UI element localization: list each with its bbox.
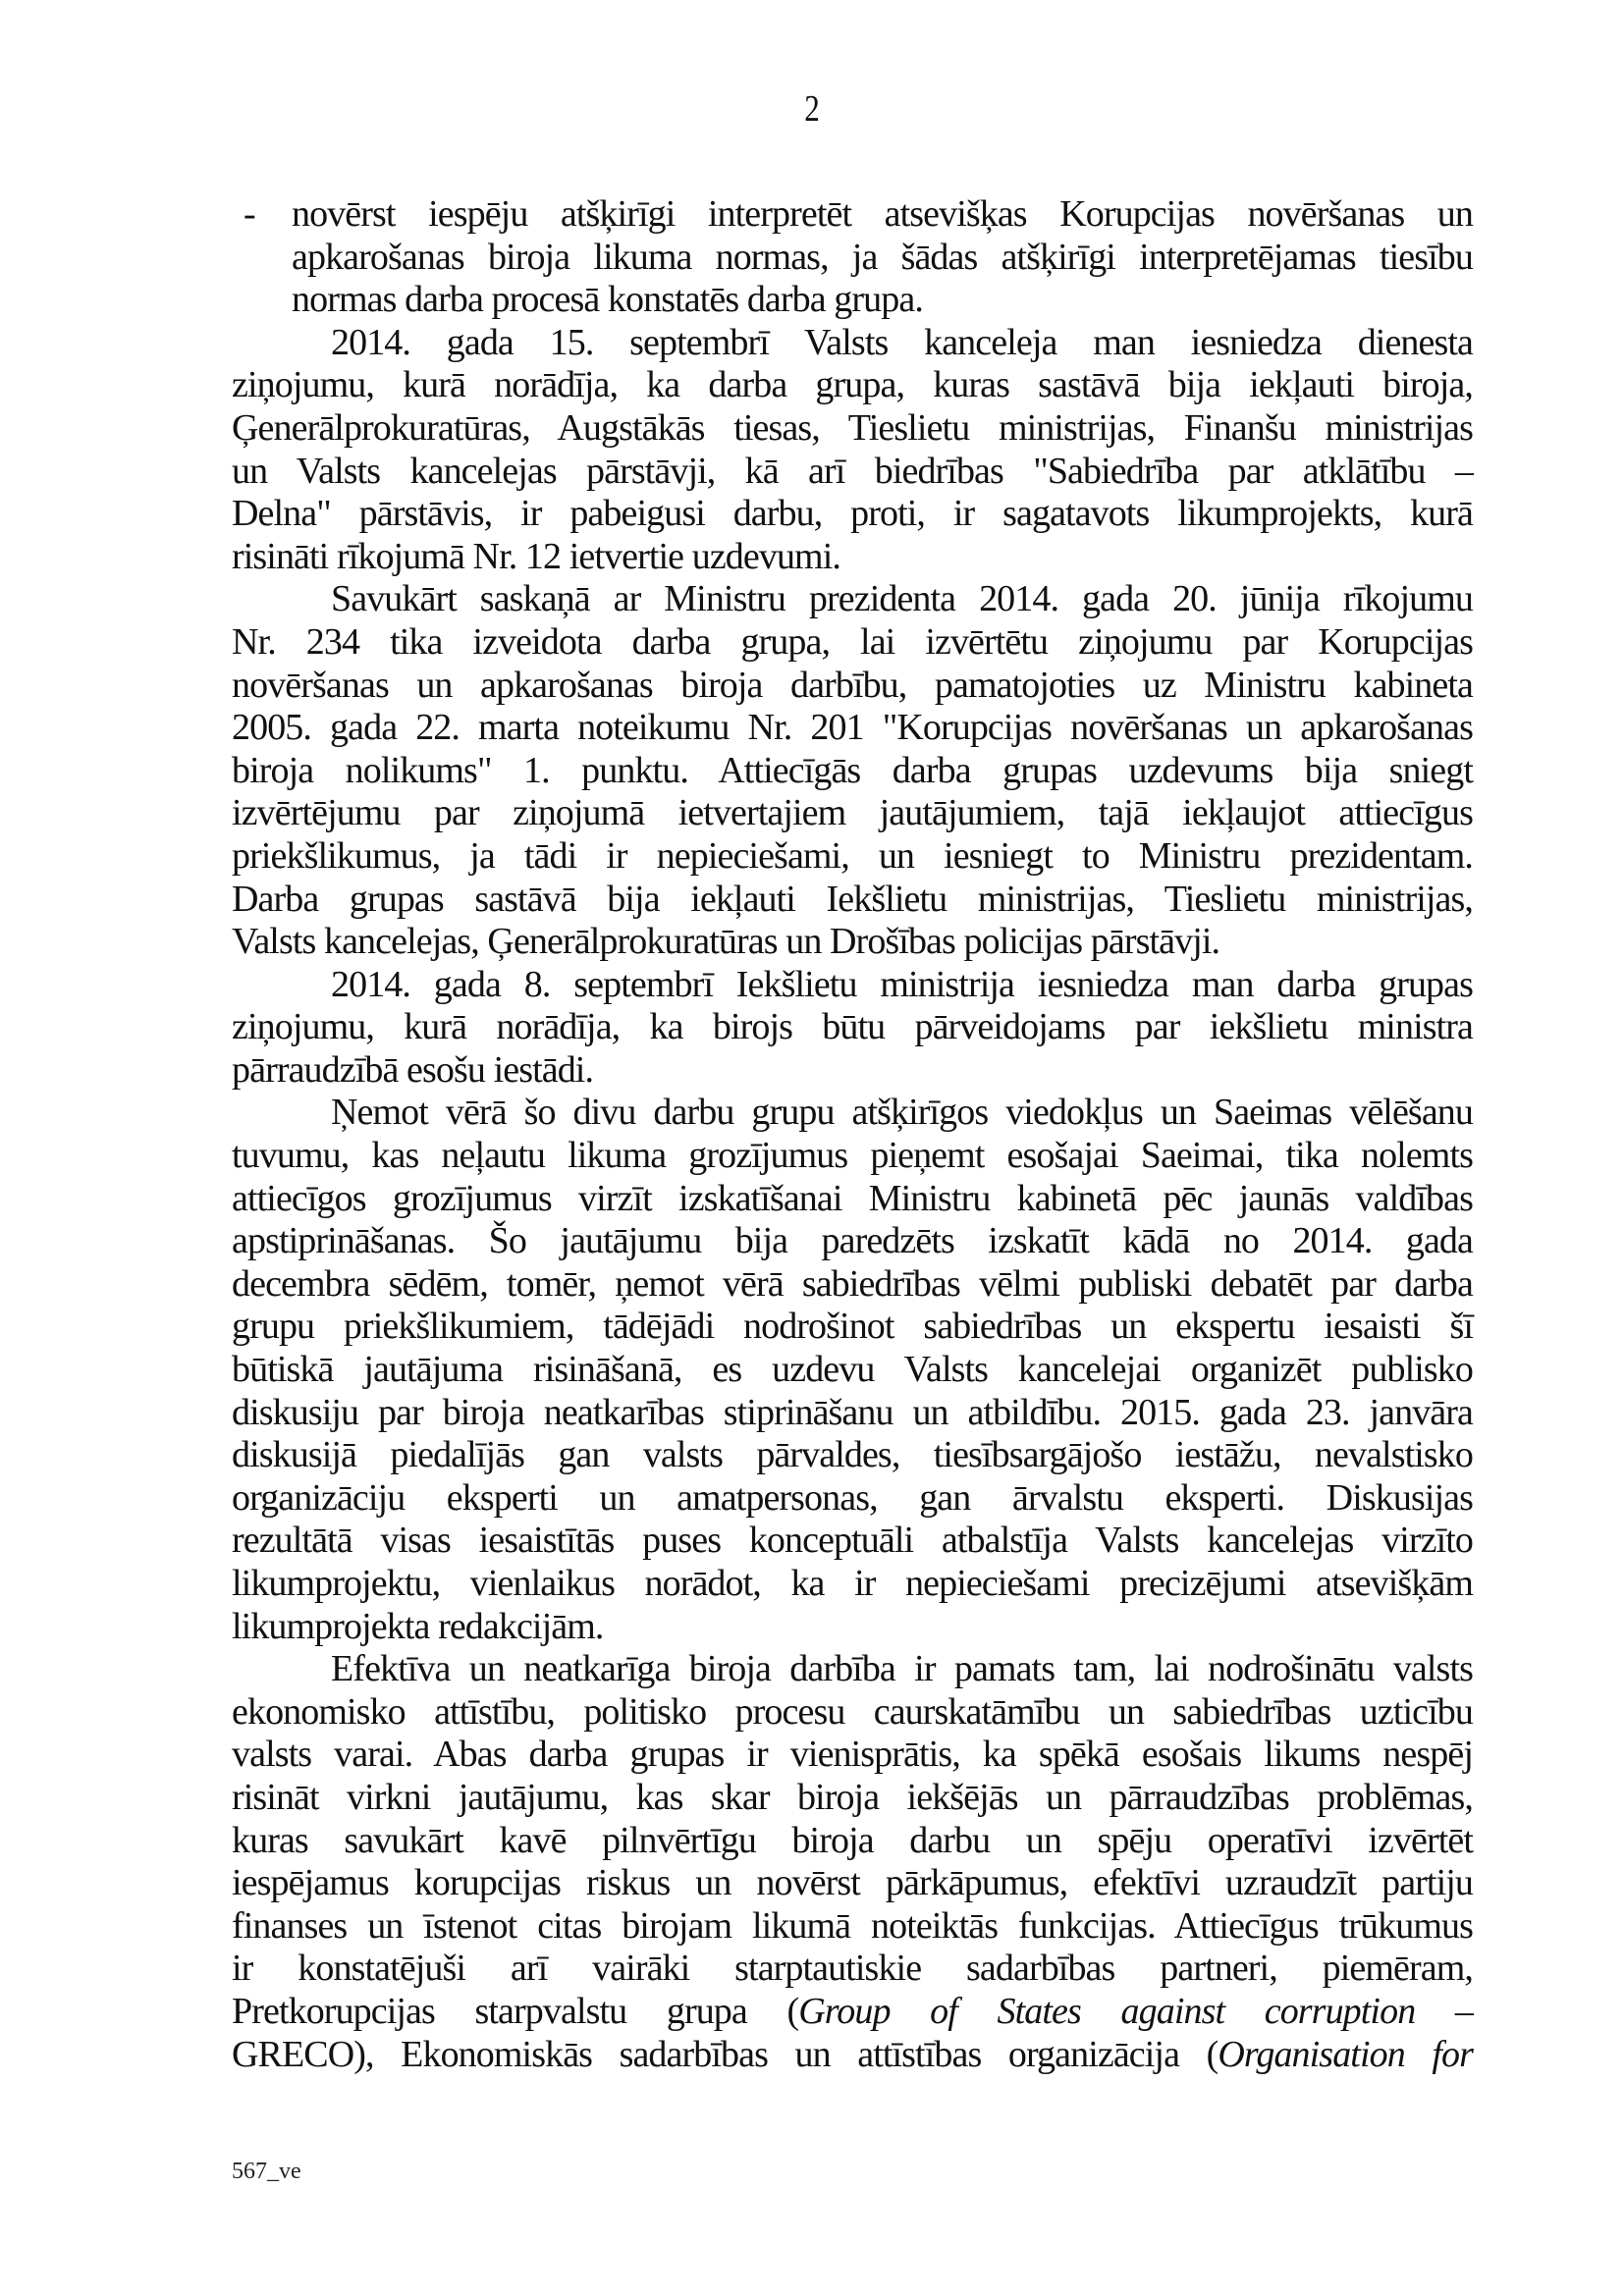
document-body <box>232 193 1473 2076</box>
text-line: ziņojumu, kurā norādīja, ka darba grupa, kuras sastāvā bija iekļauti biroja, <box>232 364 1473 406</box>
text-line: Savukārt saskaņā ar Ministru prezidenta 2014. gada 20. jūnija rīkojumu <box>331 578 1473 620</box>
text-line: likumprojekta redakcijām. <box>232 1605 604 1647</box>
text-line: diskusijā piedalījās gan valsts pārvaldes, tiesībsargājošo iestāžu, nevalstisko <box>232 1434 1473 1476</box>
text-line: biroja nolikums" 1. punktu. Attiecīgās darba grupas uzdevums bija sniegt <box>232 749 1473 791</box>
text-line: Darba grupas sastāvā bija iekļauti Iekšlietu ministrijas, Tieslietu ministrijas, <box>232 878 1473 920</box>
bullet-item <box>232 193 1473 322</box>
text-line: Ņemot vērā šo divu darbu grupu atšķirīgos viedokļus un Saeimas vēlēšanu <box>331 1092 1473 1134</box>
text-line: un Valsts kancelejas pārstāvji, kā arī biedrības "Sabiedrība par atklātību – <box>232 450 1473 492</box>
text-line: Efektīva un neatkarīga biroja darbība ir pamats tam, lai nodrošinātu valsts <box>331 1648 1473 1690</box>
text-line: Ģenerālprokuratūras, Augstākās tiesas, Tieslietu ministrijas, Finanšu ministrijas <box>232 406 1473 449</box>
page-number: 2 <box>804 88 820 130</box>
text-line: iespējamus korupcijas riskus un novērst pārkāpumus, efektīvi uzraudzīt partiju <box>232 1862 1473 1904</box>
text-line: normas darba procesā konstatēs darba grupa. <box>292 279 923 321</box>
italic-term: Group of States against corruption <box>798 1990 1416 2032</box>
text-line: tuvumu, kas neļautu likuma grozījumus pieņemt esošajai Saeimai, tika nolemts <box>232 1135 1473 1177</box>
paragraph-interior-ministry-report <box>232 964 1473 1093</box>
text-line: attiecīgos grozījumus virzīt izskatīšanai Ministru kabinetā pēc jaunās valdības <box>232 1177 1473 1219</box>
text-line: izvērtējumu par ziņojumā ietvertajiem jautājumiem, tajā iekļaujot attiecīgus <box>232 792 1473 834</box>
text-line: novēršanas un apkarošanas biroja darbību, pamatojoties uz Ministru kabineta <box>232 664 1473 706</box>
paragraph-public-discussion <box>232 1092 1473 1648</box>
text-line: likumprojektu, vienlaikus norādot, ka ir nepieciešami precizējumi atsevišķām <box>232 1563 1473 1604</box>
text-line: ekonomisko attīstību, politisko procesu caurskatāmību un sabiedrības uzticību <box>232 1690 1473 1733</box>
text-line: decembra sēdēm, tomēr, ņemot vērā sabiedrības vēlmi publiski debatēt par darba <box>232 1262 1473 1305</box>
text-line: - novērst iespēju atšķirīgi interpretēt atsevišķas Korupcijas novēršanas un <box>244 193 1473 235</box>
paragraph-effective-bureau <box>232 1648 1473 2076</box>
text-line: grupu priekšlikumiem, tādējādi nodrošinot sabiedrības un ekspertu iesaisti šī <box>232 1306 1473 1348</box>
text-line: organizāciju eksperti un amatpersonas, gan ārvalstu eksperti. Diskusijas <box>232 1476 1473 1519</box>
text-line: apstiprināšanas. Šo jautājumu bija paredzēts izskatīt kādā no 2014. gada <box>232 1220 1473 1262</box>
text-line: diskusiju par biroja neatkarības stiprināšanu un atbildību. 2015. gada 23. janvāra <box>232 1391 1473 1433</box>
text-line: pārraudzībā esošu iestādi. <box>232 1048 594 1091</box>
text-line: Valsts kancelejas, Ģenerālprokuratūras un Drošības policijas pārstāvji. <box>232 921 1220 963</box>
text-line: risināti rīkojumā Nr. 12 ietvertie uzdevumi. <box>232 535 840 577</box>
text-line: apkarošanas biroja likuma normas, ja šādas atšķirīgi interpretējamas tiesību <box>292 236 1473 278</box>
text-line: rezultātā visas iesaistītās puses konceptuāli atbalstīja Valsts kancelejas virzīto <box>232 1520 1473 1562</box>
text-line: priekšlikumus, ja tādi ir nepieciešami, un iesniegt to Ministru prezidentam. <box>232 834 1473 877</box>
text-line: 2014. gada 15. septembrī Valsts kanceleja man iesniedza dienesta <box>331 321 1473 363</box>
text-line: būtiskā jautājuma risināšanā, es uzdevu Valsts kancelejai organizēt publisko <box>232 1349 1473 1391</box>
text-line-oecd: GRECO), Ekonomiskās sadarbības un attīstības organizācija (Organisation for <box>232 2033 1473 2075</box>
italic-term: Organisation for <box>1218 2033 1473 2075</box>
text-line: 2014. gada 8. septembrī Iekšlietu ministrija iesniedza man darba grupas <box>331 963 1473 1005</box>
paragraph-working-group-234 <box>232 578 1473 963</box>
text-line: finanses un īstenot citas birojam likumā noteiktās funkcijas. Attiecīgus trūkumus <box>232 1904 1473 1947</box>
text-line: Nr. 234 tika izveidota darba grupa, lai izvērtētu ziņojumu par Korupcijas <box>232 620 1473 663</box>
text-line: Delna" pārstāvis, ir pabeigusi darbu, proti, ir sagatavots likumprojekts, kurā <box>232 493 1473 535</box>
text-line: risināt virkni jautājumu, kas skar biroja iekšējās un pārraudzības problēmas, <box>232 1776 1473 1818</box>
text-line: kuras savukārt kavē pilnvērtīgu biroja darbu un spēju operatīvi izvērtēt <box>232 1819 1473 1861</box>
paragraph-valsts-kanceleja-report <box>232 322 1473 579</box>
text-line: 2005. gada 22. marta noteikumu Nr. 201 "Korupcijas novēršanas un apkarošanas <box>232 707 1473 749</box>
bullet-dash: - <box>244 193 256 235</box>
text-line: ir konstatējuši arī vairāki starptautiskie sadarbības partneri, piemēram, <box>232 1948 1473 1990</box>
document-code-footer: 567_ve <box>232 2159 301 2184</box>
text-line: ziņojumu, kurā norādīja, ka birojs būtu pārveidojams par iekšlietu ministra <box>232 1006 1473 1048</box>
text-line-greco: Pretkorupcijas starpvalstu grupa (Group of States against corruption – <box>232 1990 1474 2032</box>
text-line: valsts varai. Abas darba grupas ir vienisprātis, ka spēkā esošais likums nespēj <box>232 1734 1473 1776</box>
